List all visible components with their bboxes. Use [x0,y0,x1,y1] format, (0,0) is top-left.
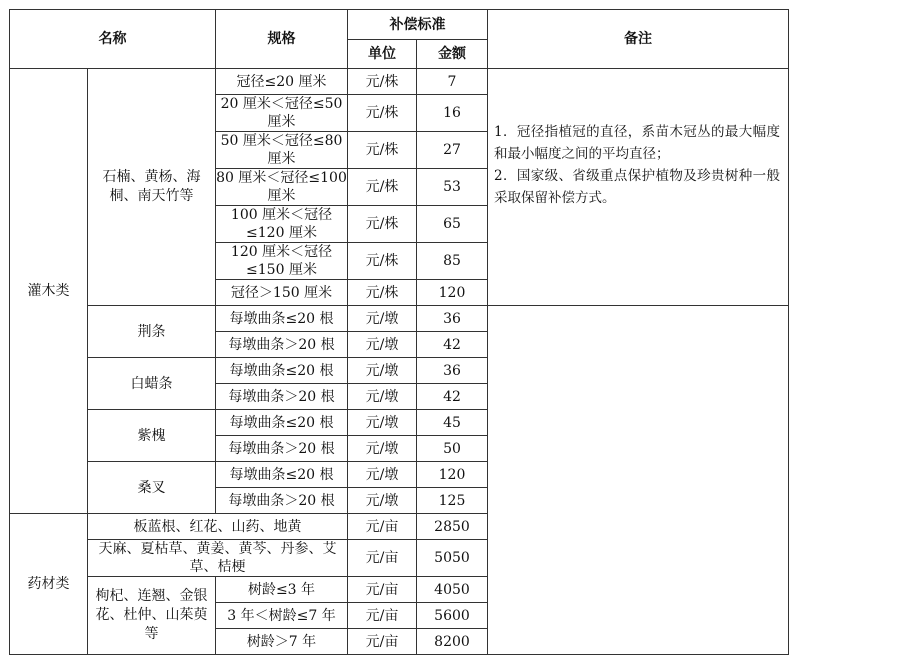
spec-cell: 每墩曲条≤20 根 [216,358,348,384]
amount-cell: 125 [417,488,488,514]
amount-cell: 2850 [417,514,488,540]
notes-empty [488,306,789,655]
compensation-table [9,9,789,655]
amount-cell: 42 [417,332,488,358]
unit-cell: 元/墩 [348,332,417,358]
amount-cell: 5050 [417,540,488,577]
unit-cell: 元/株 [348,243,417,280]
unit-cell: 元/墩 [348,306,417,332]
spec-cell: 每墩曲条≤20 根 [216,306,348,332]
unit-cell: 元/墩 [348,462,417,488]
amount-cell: 45 [417,410,488,436]
unit-cell: 元/株 [348,69,417,95]
unit-cell: 元/墩 [348,384,417,410]
amount-cell: 65 [417,206,488,243]
group-name: 枸杞、连翘、金银花、杜仲、山茱萸等 [88,577,216,655]
spec-cell: 每墩曲条＞20 根 [216,436,348,462]
group-name: 桑叉 [88,462,216,514]
table-row [10,69,789,95]
header-notes: 备注 [488,10,789,69]
spec-cell: 每墩曲条＞20 根 [216,384,348,410]
header-name: 名称 [10,10,216,69]
unit-cell: 元/墩 [348,410,417,436]
unit-cell: 元/亩 [348,577,417,603]
unit-cell: 元/株 [348,280,417,306]
spec-cell: 20 厘米＜冠径≤50 厘米 [216,95,348,132]
amount-cell: 85 [417,243,488,280]
amount-cell: 120 [417,462,488,488]
spec-cell: 3 年＜树龄≤7 年 [216,603,348,629]
amount-cell: 42 [417,384,488,410]
amount-cell: 16 [417,95,488,132]
amount-cell: 36 [417,358,488,384]
unit-cell: 元/株 [348,132,417,169]
unit-cell: 元/亩 [348,540,417,577]
note-line-2: 2．国家级、省级重点保护植物及珍贵树种一般采取保留补偿方式。 [494,168,780,206]
unit-cell: 元/株 [348,206,417,243]
category-shrubs: 灌木类 [10,69,88,514]
unit-cell: 元/亩 [348,603,417,629]
spec-cell: 冠径≤20 厘米 [216,69,348,95]
amount-cell: 53 [417,169,488,206]
spec-cell: 树龄≤3 年 [216,577,348,603]
unit-cell: 元/墩 [348,436,417,462]
spec-cell: 每墩曲条≤20 根 [216,462,348,488]
group-name: 白蜡条 [88,358,216,410]
header-standard: 补偿标准 [348,10,488,40]
notes-cell [488,69,789,306]
header-amount: 金额 [417,40,488,69]
amount-cell: 50 [417,436,488,462]
herb-name: 天麻、夏枯草、黄姜、黄芩、丹参、艾草、桔梗 [88,540,348,577]
amount-cell: 8200 [417,629,488,655]
unit-cell: 元/株 [348,95,417,132]
note-line-1: 1．冠径指植冠的直径，系苗木冠丛的最大幅度和最小幅度之间的平均直径； [494,124,780,162]
unit-cell: 元/株 [348,169,417,206]
spec-cell: 冠径＞150 厘米 [216,280,348,306]
spec-cell: 50 厘米＜冠径≤80 厘米 [216,132,348,169]
spec-cell: 100 厘米＜冠径≤120 厘米 [216,206,348,243]
category-herbs: 药材类 [10,514,88,655]
amount-cell: 27 [417,132,488,169]
amount-cell: 4050 [417,577,488,603]
amount-cell: 7 [417,69,488,95]
herb-name: 板蓝根、红花、山药、地黄 [88,514,348,540]
spec-cell: 每墩曲条≤20 根 [216,410,348,436]
group-name: 紫槐 [88,410,216,462]
spec-cell: 树龄＞7 年 [216,629,348,655]
spec-cell: 120 厘米＜冠径≤150 厘米 [216,243,348,280]
header-spec: 规格 [216,10,348,69]
unit-cell: 元/墩 [348,358,417,384]
amount-cell: 120 [417,280,488,306]
spec-cell: 每墩曲条＞20 根 [216,488,348,514]
amount-cell: 36 [417,306,488,332]
spec-cell: 每墩曲条＞20 根 [216,332,348,358]
unit-cell: 元/亩 [348,514,417,540]
unit-cell: 元/亩 [348,629,417,655]
group-name: 石楠、黄杨、海桐、南天竹等 [88,69,216,306]
amount-cell: 5600 [417,603,488,629]
table-row [10,306,789,332]
group-name: 荆条 [88,306,216,358]
unit-cell: 元/墩 [348,488,417,514]
header-unit: 单位 [348,40,417,69]
spec-cell: 80 厘米＜冠径≤100 厘米 [216,170,347,204]
